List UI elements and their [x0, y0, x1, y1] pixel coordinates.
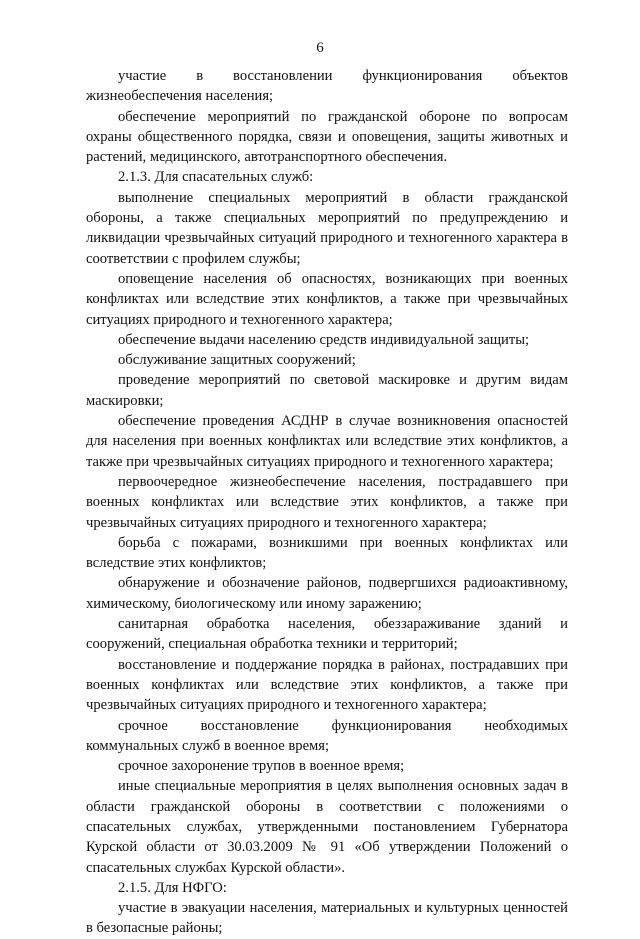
document-body	[86, 66, 568, 939]
paragraph: проведение мероприятий по световой маскировке и другим видам маскировки;	[86, 372, 568, 409]
paragraph: обнаружение и обозначение районов, подвергшихся радиоактивному, химическому, биологическому или иному заражению;	[86, 575, 568, 612]
paragraph: иные специальные мероприятия в целях выполнения основных задач в области гражданской обороны в соответствии с положениями о спасательных службах, утвержденными постановлением Губернатора Курской области от 30.03.2009 № 91 «Об утверждении Положений о спасательных службах Курской области».	[86, 778, 568, 876]
paragraph: срочное захоронение трупов в военное время;	[118, 758, 405, 775]
page-number: 6	[316, 40, 324, 56]
paragraph: срочное восстановление функционирования необходимых коммунальных служб в военное время;	[86, 717, 568, 754]
paragraph: обеспечение проведения АСДНР в случае возникновения опасностей для населения при военных конфликтах или вследствие этих конфликтов, а также при чрезвычайных ситуациях природного и техногенного характера;	[86, 413, 568, 470]
paragraph: оповещение населения об опасностях, возникающих при военных конфликтах или вследствие этих конфликтов, а также при чрезвычайных ситуациях природного и техногенного характера;	[86, 270, 568, 328]
paragraph: борьба с пожарами, возникшими при военных конфликтах или вследствие этих конфликтов;	[86, 534, 568, 572]
paragraph: участие в восстановлении функционирования объектов жизнеобеспечения населения;	[86, 68, 568, 105]
section-heading: 2.1.5. Для НФГО:	[118, 879, 227, 896]
section-heading: 2.1.3. Для спасательных служб:	[118, 169, 314, 186]
paragraph: восстановление и поддержание порядка в районах, пострадавших при военных конфликтах или вследствие этих конфликтов, а также при чрезвычайных ситуациях природного и техногенного характера;	[86, 656, 568, 714]
paragraph: обслуживание защитных сооружений;	[118, 352, 356, 369]
paragraph: выполнение специальных мероприятий в области гражданской обороны, а также специальных мероприятий по предупреждению и ликвидации чрезвычайных ситуаций природного и техногенного характера в соответствии с профилем службы;	[86, 189, 568, 267]
paragraph: санитарная обработка населения, обеззараживание зданий и сооружений, специальная обработка техники и территорий;	[86, 616, 568, 653]
paragraph: обеспечение мероприятий по гражданской обороне по вопросам охраны общественного порядка, связи и оповещения, защиты животных и растений, медицинского, автотранспортного обеспечения.	[86, 108, 568, 166]
paragraph: участие в эвакуации населения, материальных и культурных ценностей в безопасные районы;	[86, 900, 568, 937]
paragraph: обеспечение выдачи населению средств индивидуальной защиты;	[118, 331, 530, 348]
paragraph: первоочередное жизнеобеспечение населения, пострадавшего при военных конфликтах или вследствие этих конфликтов, а также при чрезвычайных ситуациях природного и техногенного характера;	[86, 473, 568, 531]
